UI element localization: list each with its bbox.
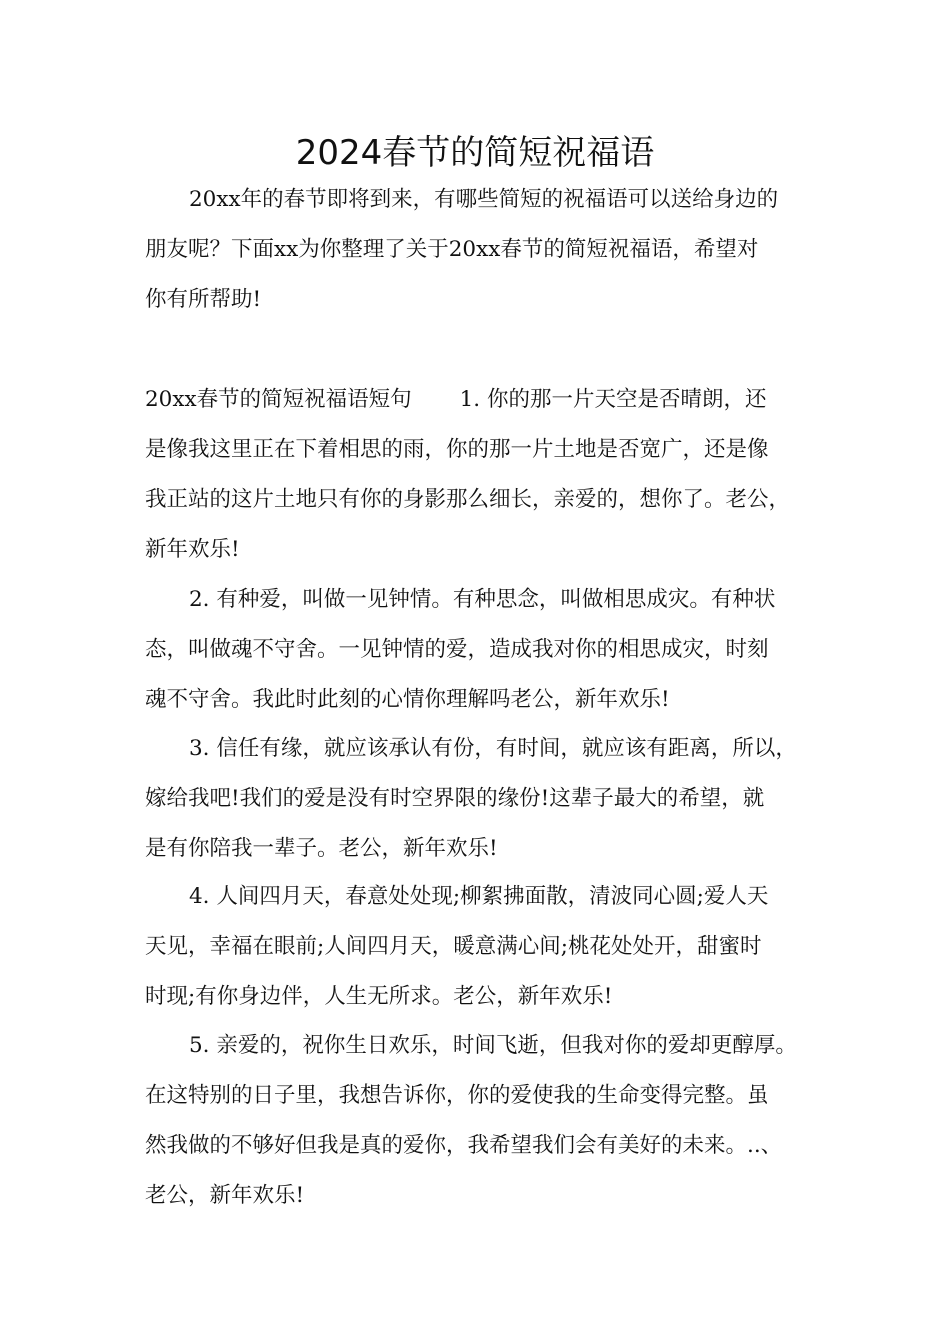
section-first-line [145,375,825,425]
item-5-line: 5. 亲爱的，祝你生日欢乐，时间飞逝，但我对你的爱却更醇厚。 [189,1033,797,1058]
item-2-line: 态，叫做魂不守舍。一见钟情的爱，造成我对你的相思成灾，时刻 [145,637,769,662]
item-5-line: 在这特别的日子里，我想告诉你，你的爱使我的生命变得完整。虽 [145,1083,769,1108]
intro-line: 朋友呢？下面xx为你整理了关于20xx春节的简短祝福语，希望对 [145,237,759,262]
section-heading: 20xx春节的简短祝福语短句 [145,387,412,412]
item-3-line: 是有你陪我一辈子。老公，新年欢乐! [145,836,498,861]
item-2-line: 魂不守舍。我此时此刻的心情你理解吗老公，新年欢乐! [145,687,670,712]
item-5-line: 老公，新年欢乐! [145,1183,305,1208]
item-2-line: 2. 有种爱，叫做一见钟情。有种思念，叫做相思成灾。有种状 [189,587,776,612]
item-4-line: 天见，幸福在眼前;人间四月天，暖意满心间;桃花处处开，甜蜜时 [145,934,762,959]
item-3-paragraph [145,724,825,874]
item-3-line: 嫁给我吧!我们的爱是没有时空界限的缘份!这辈子最大的希望，就 [145,786,765,811]
intro-line: 20xx年的春节即将到来，有哪些简短的祝福语可以送给身边的 [189,187,779,212]
section-paragraph [145,375,825,575]
item-1-line: 是像我这里正在下着相思的雨，你的那一片土地是否宽广，还是像 [145,437,769,462]
intro-paragraph [145,175,825,325]
item-3-line: 3. 信任有缘，就应该承认有份，有时间，就应该有距离，所以， [189,736,797,761]
item-4-paragraph [145,872,825,1022]
item-5-paragraph [145,1021,825,1221]
item-4-line: 4. 人间四月天，春意处处现;柳絮拂面散，清波同心圆;爱人天 [189,884,769,909]
item-2-paragraph [145,575,825,725]
item-1-line: 我正站的这片土地只有你的身影那么细长，亲爱的，想你了。老公， [145,487,791,512]
item-1-line: 新年欢乐! [145,537,240,562]
item-1-start: 1. 你的那一片天空是否晴朗，还 [459,387,767,412]
document-title: 2024春节的简短祝福语 [295,133,655,173]
item-5-line: 然我做的不够好但我是真的爱你，我希望我们会有美好的未来。..、 [145,1133,783,1158]
item-4-line: 时现;有你身边伴，人生无所求。老公，新年欢乐! [145,984,613,1009]
intro-line: 你有所帮助! [145,287,262,312]
